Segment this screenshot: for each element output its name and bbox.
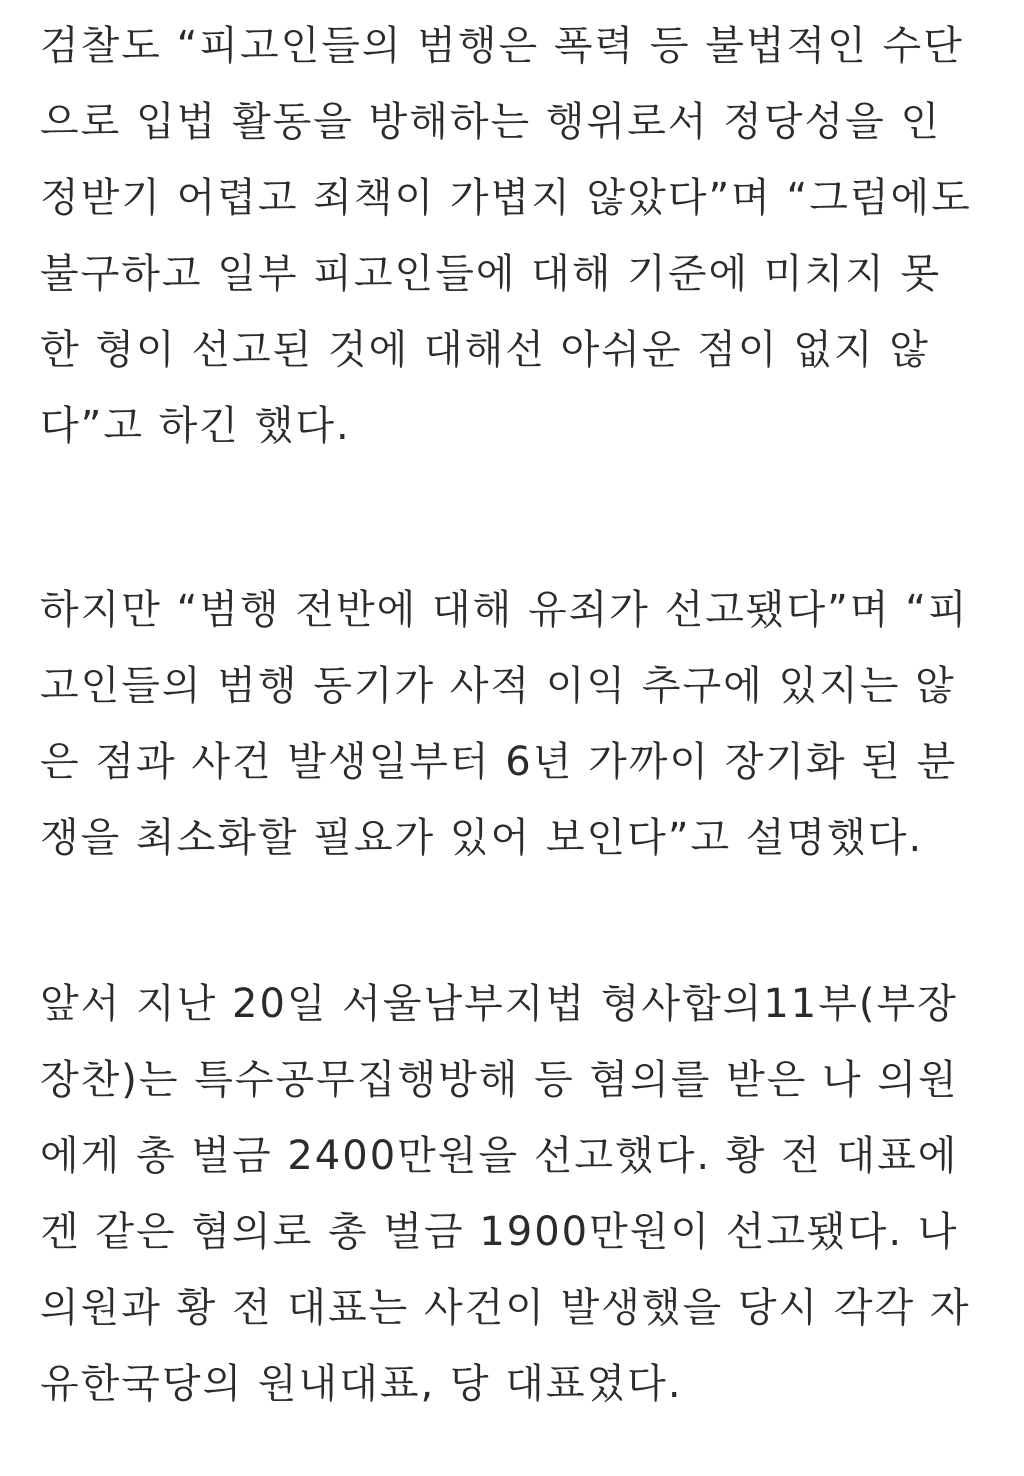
text-line: 으로 입법 활동을 방해하는 행위로서 정당성을 인 bbox=[40, 99, 942, 145]
text-line: 의원과 황 전 대표는 사건이 발생했을 당시 각각 자 bbox=[40, 1285, 971, 1331]
text-line: 쟁을 최소화할 필요가 있어 보인다”고 설명했다. bbox=[40, 815, 924, 861]
paragraph-2 bbox=[40, 572, 990, 876]
text-line: 은 점과 사건 발생일부터 6년 가까이 장기화 된 분 bbox=[40, 739, 958, 785]
text-line: 다”고 하긴 했다. bbox=[40, 403, 351, 449]
text-line: 정받기 어렵고 죄책이 가볍지 않았다”며 “그럼에도 bbox=[40, 175, 972, 221]
text-line: 불구하고 일부 피고인들에 대해 기준에 미치지 못 bbox=[40, 251, 942, 297]
text-line: 유한국당의 원내대표, 당 대표였다. bbox=[40, 1361, 683, 1407]
text-line: 앞서 지난 20일 서울남부지법 형사합의11부(부장 bbox=[40, 981, 958, 1027]
text-line: 검찰도 “피고인들의 범행은 폭력 등 불법적인 수단 bbox=[40, 23, 964, 69]
text-line: 하지만 “범행 전반에 대해 유죄가 선고됐다”며 “피 bbox=[40, 587, 969, 633]
paragraph-1 bbox=[40, 8, 990, 464]
text-line: 겐 같은 혐의로 총 벌금 1900만원이 선고됐다. 나 bbox=[40, 1209, 959, 1255]
text-line: 장찬)는 특수공무집행방해 등 혐의를 받은 나 의원 bbox=[40, 1057, 959, 1103]
text-line: 고인들의 범행 동기가 사적 이익 추구에 있지는 않 bbox=[40, 663, 956, 709]
paragraph-3 bbox=[40, 966, 990, 1422]
text-line: 한 형이 선고된 것에 대해선 아쉬운 점이 없지 않 bbox=[40, 327, 930, 373]
text-line: 에게 총 벌금 2400만원을 선고했다. 황 전 대표에 bbox=[40, 1133, 959, 1179]
